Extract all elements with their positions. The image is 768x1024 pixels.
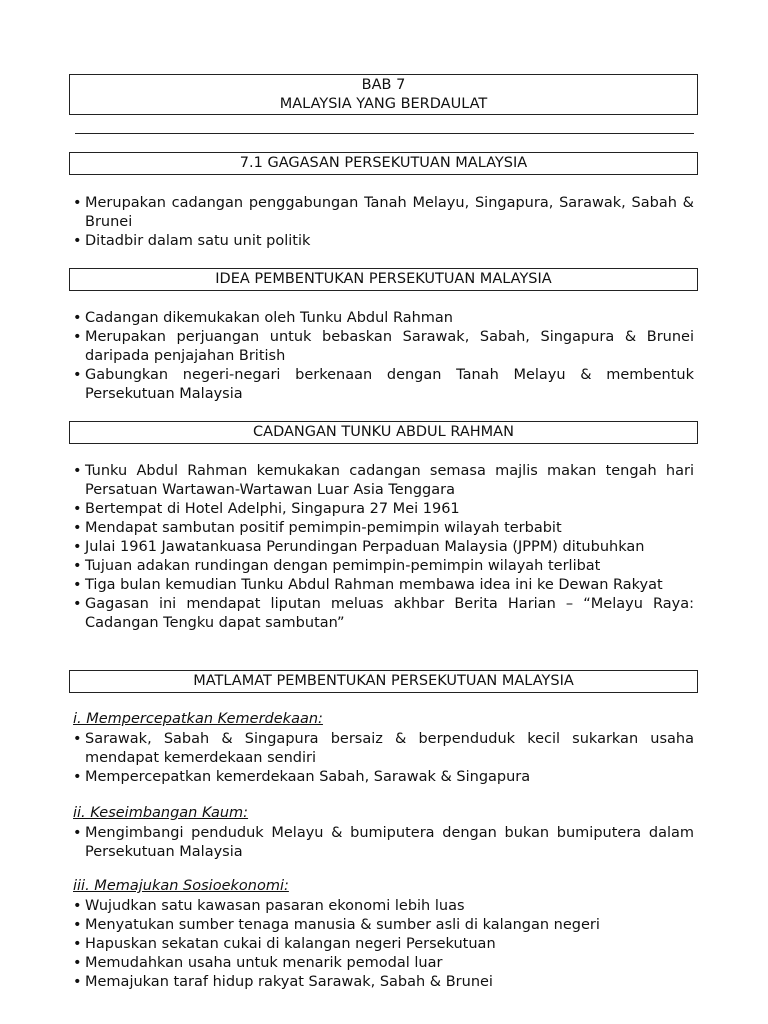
section-heading-gagasan: 7.1 GAGASAN PERSEKUTUAN MALAYSIA xyxy=(69,152,698,175)
list-item: • Sarawak, Sabah & Singapura bersaiz & berpenduduk kecil sukarkan usaha mendapat kemerdekaan sendiri xyxy=(73,731,694,766)
bullet-icon: • xyxy=(73,558,82,574)
list-item: • Tiga bulan kemudian Tunku Abdul Rahman membawa idea ini ke Dewan Rakyat xyxy=(73,577,663,593)
bullet-icon: • xyxy=(73,769,82,785)
section-list-gagasan xyxy=(73,194,694,251)
bullet-icon: • xyxy=(73,329,82,345)
section-heading-cadangan: CADANGAN TUNKU ABDUL RAHMAN xyxy=(69,421,698,444)
subsection-list-sosioekonomi xyxy=(73,897,694,992)
chapter-number: BAB 7 xyxy=(361,77,406,93)
bullet-icon: • xyxy=(73,520,82,536)
list-item: • Gabungkan negeri-negari berkenaan dengan Tanah Melayu & membentuk Persekutuan Malaysia xyxy=(73,367,694,402)
list-item: • Wujudkan satu kawasan pasaran ekonomi lebih luas xyxy=(73,898,465,914)
list-item: • Mengimbangi penduduk Melayu & bumiputera dengan bukan bumiputera dalam Persekutuan Malaysia xyxy=(73,825,694,860)
bullet-icon: • xyxy=(73,233,82,249)
bullet-icon: • xyxy=(73,731,82,747)
list-item: • Bertempat di Hotel Adelphi, Singapura 27 Mei 1961 xyxy=(73,501,460,517)
list-item: • Hapuskan sekatan cukai di kalangan negeri Persekutuan xyxy=(73,936,496,952)
list-item: • Memajukan taraf hidup rakyat Sarawak, Sabah & Brunei xyxy=(73,974,493,990)
bullet-icon: • xyxy=(73,825,82,841)
list-item: • Gagasan ini mendapat liputan meluas akhbar Berita Harian – “Melayu Raya: Cadangan Tengku dapat sambutan” xyxy=(73,596,694,631)
subsection-title-sosioekonomi: iii. Memajukan Sosioekonomi: xyxy=(73,878,289,894)
list-item: • Julai 1961 Jawatankuasa Perundingan Perpaduan Malaysia (JPPM) ditubuhkan xyxy=(73,539,645,555)
bullet-icon: • xyxy=(73,463,82,479)
horizontal-divider xyxy=(75,133,694,134)
subsection-title-keseimbangan: ii. Keseimbangan Kaum: xyxy=(73,805,249,821)
list-item: • Merupakan cadangan penggabungan Tanah Melayu, Singapura, Sarawak, Sabah & Brunei xyxy=(73,195,694,230)
section-list-cadangan xyxy=(73,462,694,633)
list-item: • Menyatukan sumber tenaga manusia & sumber asli di kalangan negeri xyxy=(73,917,600,933)
list-item: • Mempercepatkan kemerdekaan Sabah, Sarawak & Singapura xyxy=(73,769,531,785)
bullet-icon: • xyxy=(73,917,82,933)
list-item: • Tunku Abdul Rahman kemukakan cadangan semasa majlis makan tengah hari Persatuan Wartawan-Wartawan Luar Asia Tenggara xyxy=(73,463,694,498)
chapter-title: MALAYSIA YANG BERDAULAT xyxy=(279,96,488,112)
bullet-icon: • xyxy=(73,195,82,211)
bullet-icon: • xyxy=(73,955,82,971)
subsection-title-kemerdekaan: i. Mempercepatkan Kemerdekaan: xyxy=(73,711,323,727)
section-heading-matlamat: MATLAMAT PEMBENTUKAN PERSEKUTUAN MALAYSIA xyxy=(69,670,698,693)
bullet-icon: • xyxy=(73,596,82,612)
bullet-icon: • xyxy=(73,898,82,914)
section-list-idea xyxy=(73,309,694,404)
chapter-title-box xyxy=(69,74,698,115)
subsection-list-keseimbangan xyxy=(73,824,694,862)
bullet-icon: • xyxy=(73,974,82,990)
list-item: • Mendapat sambutan positif pemimpin-pemimpin wilayah terbabit xyxy=(73,520,562,536)
list-item: • Memudahkan usaha untuk menarik pemodal luar xyxy=(73,955,443,971)
bullet-icon: • xyxy=(73,367,82,383)
bullet-icon: • xyxy=(73,310,82,326)
bullet-icon: • xyxy=(73,501,82,517)
list-item: • Tujuan adakan rundingan dengan pemimpin-pemimpin wilayah terlibat xyxy=(73,558,601,574)
section-heading-idea: IDEA PEMBENTUKAN PERSEKUTUAN MALAYSIA xyxy=(69,268,698,291)
bullet-icon: • xyxy=(73,539,82,555)
list-item: • Ditadbir dalam satu unit politik xyxy=(73,233,311,249)
subsection-list-kemerdekaan xyxy=(73,730,694,787)
list-item: • Merupakan perjuangan untuk bebaskan Sarawak, Sabah, Singapura & Brunei daripada penjajahan British xyxy=(73,329,694,364)
bullet-icon: • xyxy=(73,936,82,952)
list-item: • Cadangan dikemukakan oleh Tunku Abdul Rahman xyxy=(73,310,453,326)
bullet-icon: • xyxy=(73,577,82,593)
